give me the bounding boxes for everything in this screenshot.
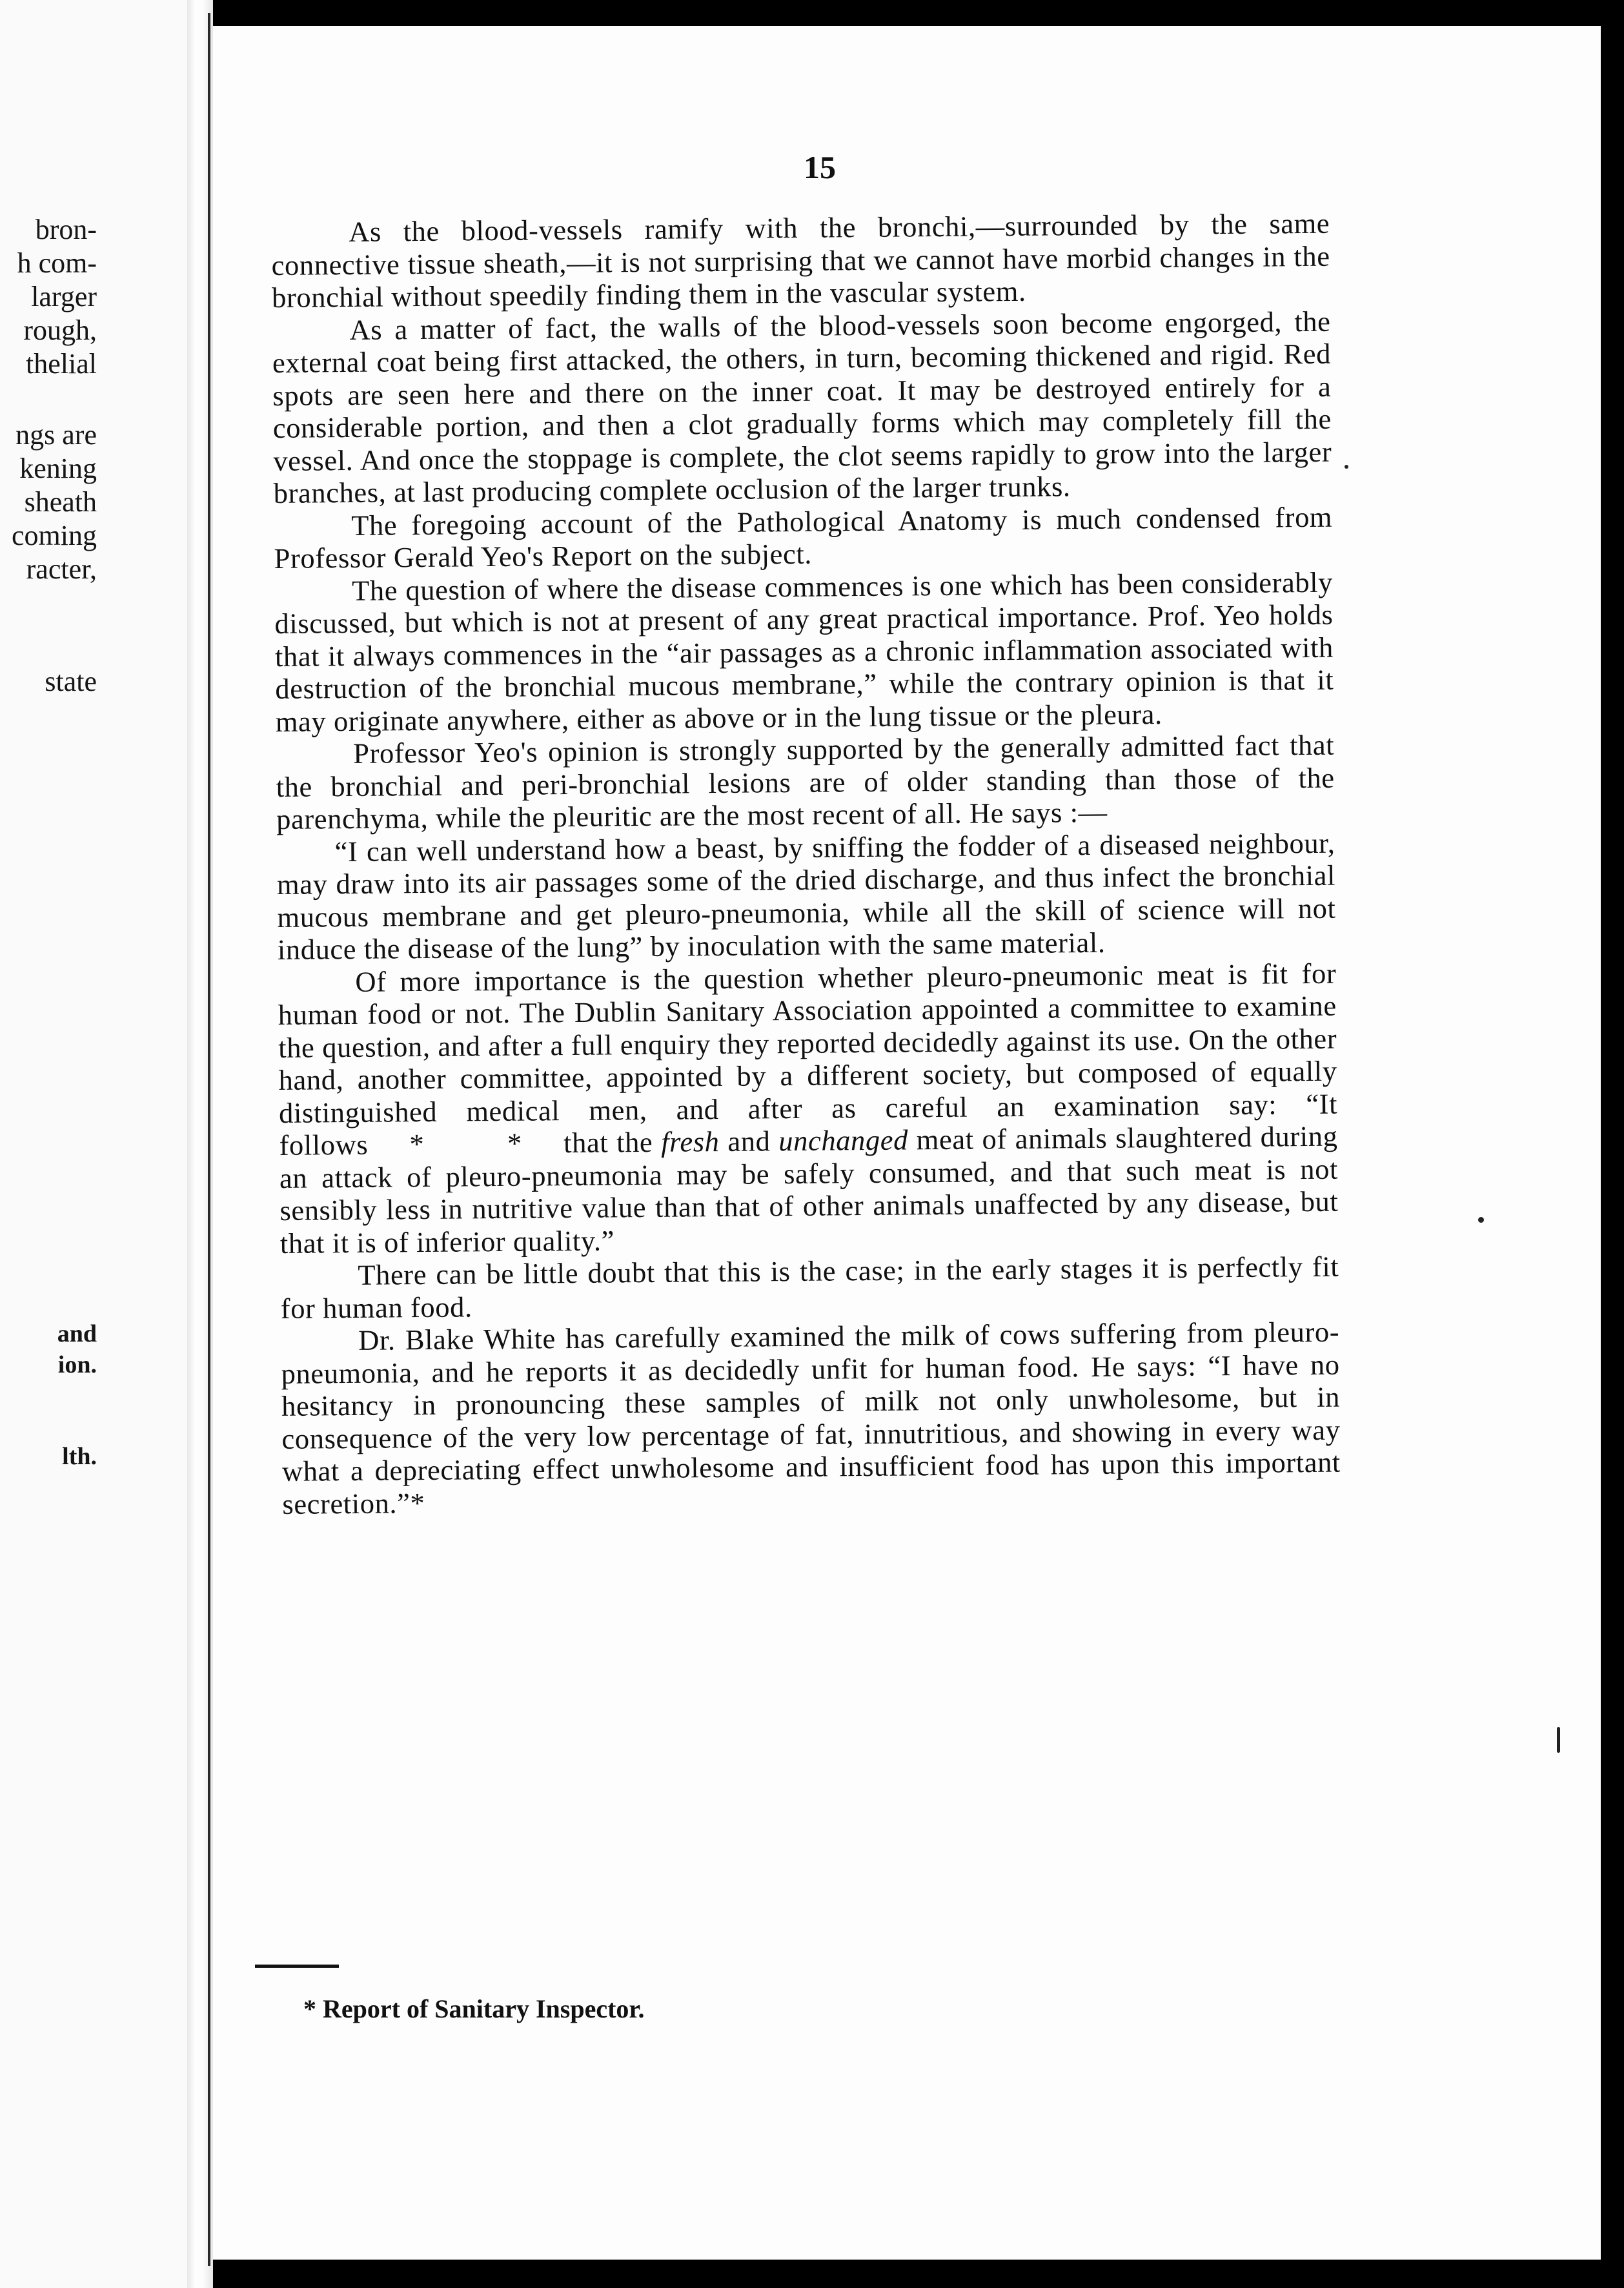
- scan-speck: [1478, 1217, 1484, 1223]
- paragraph: There can be little doubt that this is the case; in the early stages it is perfectly fit for human food.: [280, 1250, 1339, 1325]
- paragraph-meat: [278, 957, 1339, 1260]
- body-text: [271, 207, 1341, 1520]
- scan-speck: [1345, 465, 1348, 469]
- left-fragment: kening: [19, 453, 97, 484]
- quote-paragraph: “I can well understand how a beast, by sniffing the fodder of a diseased neighbour, may draw into its air passages some of the dried discharge, and thus infect the bronchial mucous membrane and get pleuro-pneumonia, while all the skill of science will not induce the disease of the lung” by inoculation with the same material.: [276, 826, 1336, 966]
- left-fragment: thelial: [26, 348, 97, 380]
- scan-speck: [1557, 1727, 1560, 1753]
- paragraph: The foregoing account of the Pathological Anatomy is much condensed from Professor Gerald Yeo's Report on the subject.: [274, 500, 1333, 575]
- meat-text-end: meat of animals slaughtered during an attack of pleuro-pneumonia may be safely consumed, and that such meat is not sensibly less in nutritive value than that of other animals unaffected by any disease, but that it is of inferior quality.”: [279, 1119, 1339, 1260]
- left-fragment: racter,: [26, 553, 97, 585]
- italic-unchanged: unchanged: [778, 1123, 909, 1158]
- ellipsis-stars: * *: [409, 1127, 523, 1161]
- left-fragment: sheath: [24, 486, 97, 518]
- left-fragment: coming: [12, 520, 97, 551]
- left-fragment: bron-: [35, 214, 97, 245]
- paragraph: Dr. Blake White has carefully examined the milk of cows suffering from pleuro-pneumonia, and he reports it as decidedly unfit for human food. He says: “I have no hesitancy in pronouncing these samples of milk not only unwholesome, but in consequence of the very low percentage of fat, innutritious, and showing in every way what a depreciating effect unwholesome and insufficient food has upon this important secretion.”*: [281, 1315, 1341, 1520]
- paragraph: As the blood-vessels ramify with the bronchi,—surrounded by the same connective tissue sheath,—it is not surprising that we cannot have morbid changes in the bronchial without speedily finding them in the vascular system.: [271, 207, 1330, 314]
- page-number: 15: [804, 149, 836, 185]
- left-fragment: ngs are: [15, 419, 97, 451]
- footnote-rule: [255, 1965, 339, 1968]
- italic-fresh: fresh: [660, 1125, 720, 1158]
- paragraph: The question of where the disease commences is one which has been considerably discussed, but which is not at present of any great practical importance. Prof. Yeo holds that it always commences in the “air passages as a chronic inflammation associated with destruction of the bronchial mucous membrane,” while the contrary opinion is that it may originate anywhere, either as above or in the lung tissue or the pleura.: [274, 566, 1334, 738]
- page-edge-line: [208, 13, 210, 2266]
- left-fragment: rough,: [23, 314, 97, 346]
- paragraph: As a matter of fact, the walls of the blood-vessels soon become engorged, the external coat being first attacked, the others, in turn, becoming thickened and rigid. Red spots are seen here and there on the inner coat. It may be destroyed entirely for a considerable portion, and then a clot gradually forms which may completely fill the vessel. And once the stoppage is complete, the clot seems rapidly to grow into the larger branches, at last producing complete occlusion of the larger trunks.: [272, 305, 1332, 509]
- left-fragment: state: [45, 666, 97, 697]
- left-fragment: ion.: [57, 1351, 97, 1378]
- left-fragment: and: [57, 1320, 97, 1347]
- left-page-margin: [0, 0, 194, 2288]
- paragraph: Professor Yeo's opinion is strongly supported by the generally admitted fact that the bronchial and peri-bronchial lesions are of older standing than those of the parenchyma, while the pleuritic are the most recent of all. He says :—: [276, 728, 1335, 835]
- meat-text-that: that the: [563, 1125, 653, 1159]
- meat-text-and: and: [727, 1125, 771, 1158]
- left-fragment: larger: [31, 281, 97, 312]
- footnote: * Report of Sanitary Inspector.: [303, 1994, 645, 2023]
- meat-text-start: Of more importance is the question whether pleuro-pneumonic meat is fit for human food or not. The Dublin Sanitary Association appointed a committee to examine the question, and after a full enquiry they reported decidedly against its use. On the other hand, another committee, appointed by a different society, but composed of equally distinguished medical men, and after as careful an examination say: “It follows: [278, 957, 1338, 1161]
- left-fragment: lth.: [62, 1443, 97, 1470]
- left-fragment: h com-: [17, 247, 97, 279]
